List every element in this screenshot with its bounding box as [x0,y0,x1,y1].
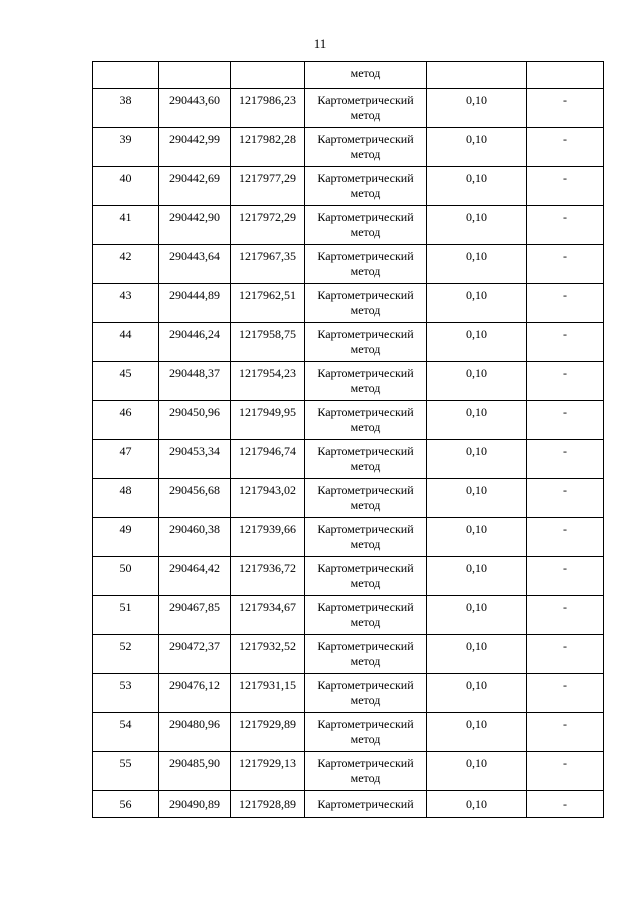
table-row [93,206,604,245]
method-line-2: метод [350,537,381,551]
method-cell [305,401,427,440]
extra-cell: - [527,518,604,557]
method-line-2: метод [350,498,381,512]
x-coordinate-cell: 290476,12 [159,674,231,713]
point-number-cell: 50 [93,557,159,596]
y-coordinate-cell: 1217958,75 [231,323,305,362]
extra-cell: - [527,89,604,128]
accuracy-cell: 0,10 [427,635,527,674]
method-line-2: метод [350,108,381,122]
point-number-cell [93,62,159,89]
table-row [93,635,604,674]
method-cell [305,89,427,128]
accuracy-cell: 0,10 [427,713,527,752]
y-coordinate-cell: 1217934,67 [231,596,305,635]
extra-cell: - [527,713,604,752]
y-coordinate-cell: 1217936,72 [231,557,305,596]
accuracy-cell: 0,10 [427,362,527,401]
extra-cell: - [527,596,604,635]
table-row [93,89,604,128]
extra-cell: - [527,752,604,791]
x-coordinate-cell: 290490,89 [159,791,231,818]
method-line-2: метод [350,225,381,239]
table-row [93,362,604,401]
method-cell [305,323,427,362]
method-line-1: Картометрический [317,483,414,497]
point-number-cell: 38 [93,89,159,128]
y-coordinate-cell: 1217929,89 [231,713,305,752]
table-row-continued [93,62,604,89]
method-line-2: метод [350,342,381,356]
x-coordinate-cell: 290444,89 [159,284,231,323]
method-cell [305,440,427,479]
y-coordinate-cell: 1217931,15 [231,674,305,713]
y-coordinate-cell: 1217932,52 [231,635,305,674]
method-line-2: метод [350,186,381,200]
table-row [93,713,604,752]
method-line-1: Картометрический [317,756,414,770]
table-row [93,557,604,596]
accuracy-cell: 0,10 [427,89,527,128]
method-line-2: метод [350,264,381,278]
table-row [93,791,604,818]
table-row [93,752,604,791]
point-number-cell: 39 [93,128,159,167]
x-coordinate-cell: 290485,90 [159,752,231,791]
x-coordinate-cell: 290442,69 [159,167,231,206]
method-line-2: метод [350,576,381,590]
point-number-cell: 53 [93,674,159,713]
method-line-2: метод [350,459,381,473]
point-number-cell: 47 [93,440,159,479]
table-row [93,479,604,518]
method-cell [305,128,427,167]
method-cell [305,167,427,206]
method-cell [305,596,427,635]
extra-cell: - [527,440,604,479]
method-line-1: Картометрический [317,210,414,224]
accuracy-cell: 0,10 [427,284,527,323]
accuracy-cell: 0,10 [427,245,527,284]
extra-cell: - [527,401,604,440]
x-coordinate-cell: 290456,68 [159,479,231,518]
y-coordinate-cell: 1217967,35 [231,245,305,284]
method-cell [305,206,427,245]
method-cell [305,674,427,713]
accuracy-cell: 0,10 [427,323,527,362]
method-line-2: метод [350,615,381,629]
y-coordinate-cell: 1217928,89 [231,791,305,818]
point-number-cell: 52 [93,635,159,674]
coordinates-table [92,61,604,818]
y-coordinate-cell: 1217929,13 [231,752,305,791]
accuracy-cell: 0,10 [427,479,527,518]
method-line-1: Картометрический [317,522,414,536]
method-line-1: Картометрический [317,678,414,692]
method-line-1: Картометрический [317,717,414,731]
method-cell [305,518,427,557]
y-coordinate-cell: 1217977,29 [231,167,305,206]
point-number-cell: 44 [93,323,159,362]
table-row [93,518,604,557]
point-number-cell: 42 [93,245,159,284]
x-coordinate-cell: 290453,34 [159,440,231,479]
x-coordinate-cell: 290442,99 [159,128,231,167]
method-line-1: Картометрический [317,639,414,653]
x-coordinate-cell: 290472,37 [159,635,231,674]
accuracy-cell: 0,10 [427,791,527,818]
point-number-cell: 51 [93,596,159,635]
x-coordinate-cell: 290448,37 [159,362,231,401]
method-line-1: Картометрический [317,93,414,107]
point-number-cell: 54 [93,713,159,752]
method-cell [305,635,427,674]
point-number-cell: 55 [93,752,159,791]
x-coordinate-cell: 290446,24 [159,323,231,362]
table-row [93,284,604,323]
method-line-2: метод [350,420,381,434]
y-coordinate-cell: 1217943,02 [231,479,305,518]
method-cell: метод [305,62,427,89]
method-line-2: метод [350,147,381,161]
y-coordinate-cell [231,62,305,89]
accuracy-cell: 0,10 [427,596,527,635]
extra-cell: - [527,674,604,713]
point-number-cell: 45 [93,362,159,401]
table-row [93,674,604,713]
accuracy-cell [427,62,527,89]
table-row [93,596,604,635]
point-number-cell: 48 [93,479,159,518]
x-coordinate-cell: 290442,90 [159,206,231,245]
x-coordinate-cell [159,62,231,89]
method-line-1: Картометрический [317,366,414,380]
method-line-2: метод [350,654,381,668]
accuracy-cell: 0,10 [427,557,527,596]
method-line-2: метод [350,693,381,707]
y-coordinate-cell: 1217972,29 [231,206,305,245]
extra-cell: - [527,245,604,284]
method-line-1: Картометрический [317,288,414,302]
method-line-2: метод [350,381,381,395]
method-cell [305,245,427,284]
table-row [93,440,604,479]
x-coordinate-cell: 290460,38 [159,518,231,557]
method-line-1: Картометрический [317,444,414,458]
method-line-1: Картометрический [317,600,414,614]
extra-cell: - [527,284,604,323]
method-line-1: Картометрический [317,561,414,575]
extra-cell: - [527,206,604,245]
extra-cell: - [527,167,604,206]
method-line-1: Картометрический [317,132,414,146]
y-coordinate-cell: 1217986,23 [231,89,305,128]
point-number-cell: 46 [93,401,159,440]
method-line-2: метод [350,303,381,317]
method-line-1: Картометрический [317,249,414,263]
y-coordinate-cell: 1217954,23 [231,362,305,401]
x-coordinate-cell: 290467,85 [159,596,231,635]
method-line-2: метод [350,732,381,746]
table-row [93,167,604,206]
accuracy-cell: 0,10 [427,752,527,791]
x-coordinate-cell: 290450,96 [159,401,231,440]
y-coordinate-cell: 1217982,28 [231,128,305,167]
point-number-cell: 56 [93,791,159,818]
y-coordinate-cell: 1217962,51 [231,284,305,323]
y-coordinate-cell: 1217949,95 [231,401,305,440]
method-line-1: Картометрический [317,405,414,419]
point-number-cell: 40 [93,167,159,206]
x-coordinate-cell: 290480,96 [159,713,231,752]
x-coordinate-cell: 290443,60 [159,89,231,128]
accuracy-cell: 0,10 [427,167,527,206]
accuracy-cell: 0,10 [427,440,527,479]
method-cell [305,479,427,518]
point-number-cell: 49 [93,518,159,557]
y-coordinate-cell: 1217946,74 [231,440,305,479]
extra-cell: - [527,362,604,401]
accuracy-cell: 0,10 [427,206,527,245]
method-cell: Картометрический [305,791,427,818]
method-line-1: Картометрический [317,327,414,341]
extra-cell: - [527,791,604,818]
method-cell [305,284,427,323]
extra-cell [527,62,604,89]
accuracy-cell: 0,10 [427,401,527,440]
point-number-cell: 41 [93,206,159,245]
method-cell [305,362,427,401]
method-line-2: метод [350,771,381,785]
method-cell [305,557,427,596]
table-row [93,245,604,284]
method-line-1: Картометрический [317,171,414,185]
extra-cell: - [527,479,604,518]
point-number-cell: 43 [93,284,159,323]
table-row [93,128,604,167]
method-cell [305,713,427,752]
accuracy-cell: 0,10 [427,518,527,557]
extra-cell: - [527,635,604,674]
table-row [93,401,604,440]
page-number: 11 [313,36,327,51]
y-coordinate-cell: 1217939,66 [231,518,305,557]
extra-cell: - [527,557,604,596]
extra-cell: - [527,128,604,167]
x-coordinate-cell: 290443,64 [159,245,231,284]
method-cell [305,752,427,791]
x-coordinate-cell: 290464,42 [159,557,231,596]
accuracy-cell: 0,10 [427,674,527,713]
table-row [93,323,604,362]
extra-cell: - [527,323,604,362]
accuracy-cell: 0,10 [427,128,527,167]
